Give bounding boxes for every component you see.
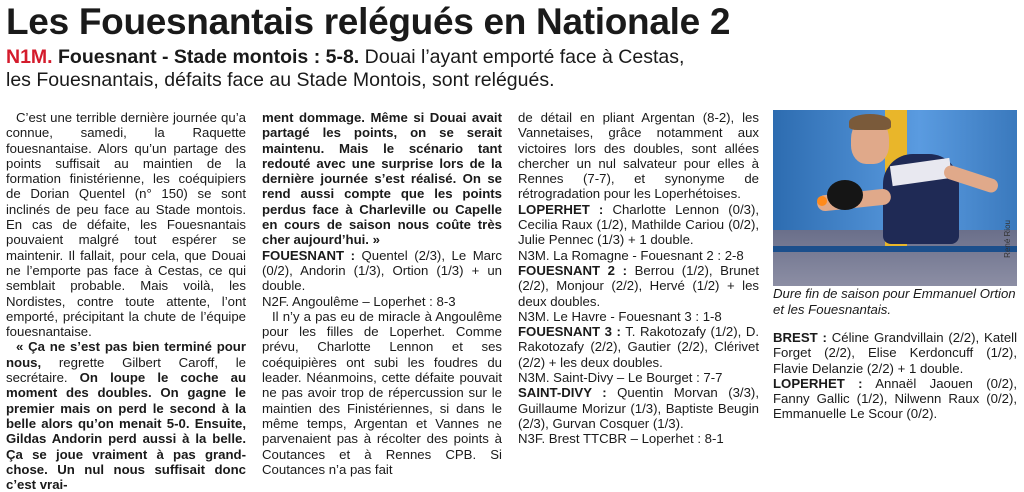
headline: Les Fouesnantais relégués en Nationale 2 [6,1,731,42]
quote-paragraph [6,339,246,492]
paragraph: Il n’y a pas eu de miracle à Angoulême pour les filles de Loperhet. Comme prévu, Charlotte Lennon et ses coéquipières ont subi les foudres du leader. Néanmoins, cette défaite pouvait ne pas avoir trop de répercussion sur le maintien des Finistériennes, si dans le même temps, Argentan et Vannes ne parvenaient pas à récolter des points à Coutances et à Rennes CPB. Si Coutances n’a pas fait [262,308,502,477]
team-players: T. Rakotozafy (1/2), D. Rakotozafy (2/2), Gautier (2/2), Clérivet (2/2) + les deux doubles. [518,324,760,370]
ball-icon [817,196,827,206]
match-heading: N2F. Angoulême – Loperhet : 8-3 [262,293,456,309]
photo-credit: René Riou [1002,220,1012,258]
lineup [773,330,1017,376]
player-photo [773,110,1017,286]
team-label: BREST : [773,330,827,345]
standfirst [6,46,1006,92]
lineup [773,376,1017,422]
photo-caption: Dure fin de saison pour Emmanuel Ortion et les Fouesnantais. [773,286,1016,317]
article-column-2 [262,110,502,477]
results [773,330,1017,422]
quote-continued: ment dommage. Même si Douai avait partagé les points, on se serait maintenu. Mais le scénario tant redouté avec une surprise lors de la dernière journée s’est réalisé. On se rend aussi compte que les points perdus face à Charleville ou Capelle en cours de saison nous coûte très cher aujourd’hui. » [262,110,502,248]
lineup [262,248,502,294]
team-players: Quentin Morvan (3/3), Guillaume Morizur (1/3), Baptiste Beugin (2/3), Gurvan Cosquer (1/3). [518,385,759,431]
article-column-4 [773,110,1017,455]
standfirst-text: Douai l’ayant emporté face à Cestas, [364,46,685,68]
team-label: LOPERHET : [773,375,863,391]
match-heading: N3M. Saint-Divy – Le Bourget : 7-7 [518,370,723,386]
match-heading: N3M. Le Havre - Fouesnant 3 : 1-8 [518,308,722,324]
paragraph: de détail en pliant Argentan (8-2), les Vannetaises, grâce notamment aux victoires lors des doubles, sont allées chercher un nul salvateur pour elles à Rennes (7-7), et synonyme de rétrogradation pour les Loperhétoises. [518,110,759,202]
team-label: FOUESNANT 2 : [518,262,627,278]
team-label: FOUESNANT 3 : [518,324,621,340]
team-label: FOUESNANT : [262,247,355,263]
team-players: Céline Grandvillain (2/2), Katell Forget (2/2), Elise Kerdoncuff (1/2), Flavie Delanzie (2/2) + 1 double. [773,330,1018,376]
article-column-1 [6,110,246,492]
standfirst-text-2: les Fouesnantais, défaits face au Stade Montois, sont relégués. [6,69,555,91]
paragraph: C’est une terrible dernière journée qu’a connue, samedi, la Raquette fouesnantaise. Alors qu’un partage des points suffisait au maintien de la formation finistérienne, les coéquipiers de Dorian Quentel (n° 150) se sont inclinés de peu face au Stade montois. En cas de défaite, les Fouesnantais pouvaient malgré tout espérer se maintenir. Il fallait, pour cela, que Douai ne l’emporte pas face à Cestas, ce qui semblait probable. Mais voilà, les Nordistes, contre toute attente, l’ont emporté, précipitant la chute de l’équipe fouesnantaise. [6,110,246,340]
quote-bold-2: On loupe le coche au moment des doubles. On gagne le premier mais on perd le second à la belle alors qu’on menait 5-0. Ensuite, Gildas Andorin perd aussi à la belle. Ça se joue vraiment à pas grand-chose. Un nul nous suffisait donc c’est vrai- [6,370,246,492]
lineup [518,324,759,370]
team-label: SAINT-DIVY : [518,385,607,401]
quote-bold: « Ça ne s’est pas bien terminé pour nous, [6,339,246,370]
team-players: Quentel (2/3), Le Marc (0/2), Andorin (1/3), Ortion (1/3) + un double. [262,247,502,294]
team-players: Charlotte Lennon (0/3), Cecilia Raux (1/2), Mathilde Cariou (0/2), Julie Pennec (1/3) + 1 double. [518,201,759,248]
lineup [518,263,759,309]
lineup [518,385,759,431]
section-label: N1M. [6,46,53,68]
paddle-icon [827,180,863,210]
match-result: Fouesnant - Stade montois : 5-8. [58,46,360,68]
lineup [518,202,759,248]
article-column-3 [518,110,759,455]
team-players: Berrou (1/2), Brunet (2/2), Monjour (2/2), Hervé (1/2) + les deux doubles. [518,262,760,309]
match-heading: N3M. La Romagne - Fouesnant 2 : 2-8 [518,247,744,263]
match-heading: N3F. Brest TTCBR – Loperhet : 8-1 [518,431,724,447]
team-players: Annaël Jaouen (0/2), Fanny Gallic (1/2), Nilwenn Raux (0/2), Emmanuelle Le Scour (0/2). [773,375,1018,422]
quote-attribution: regrette Gilbert Caroff, le secrétaire. [6,354,246,386]
team-label: LOPERHET : [518,201,604,217]
